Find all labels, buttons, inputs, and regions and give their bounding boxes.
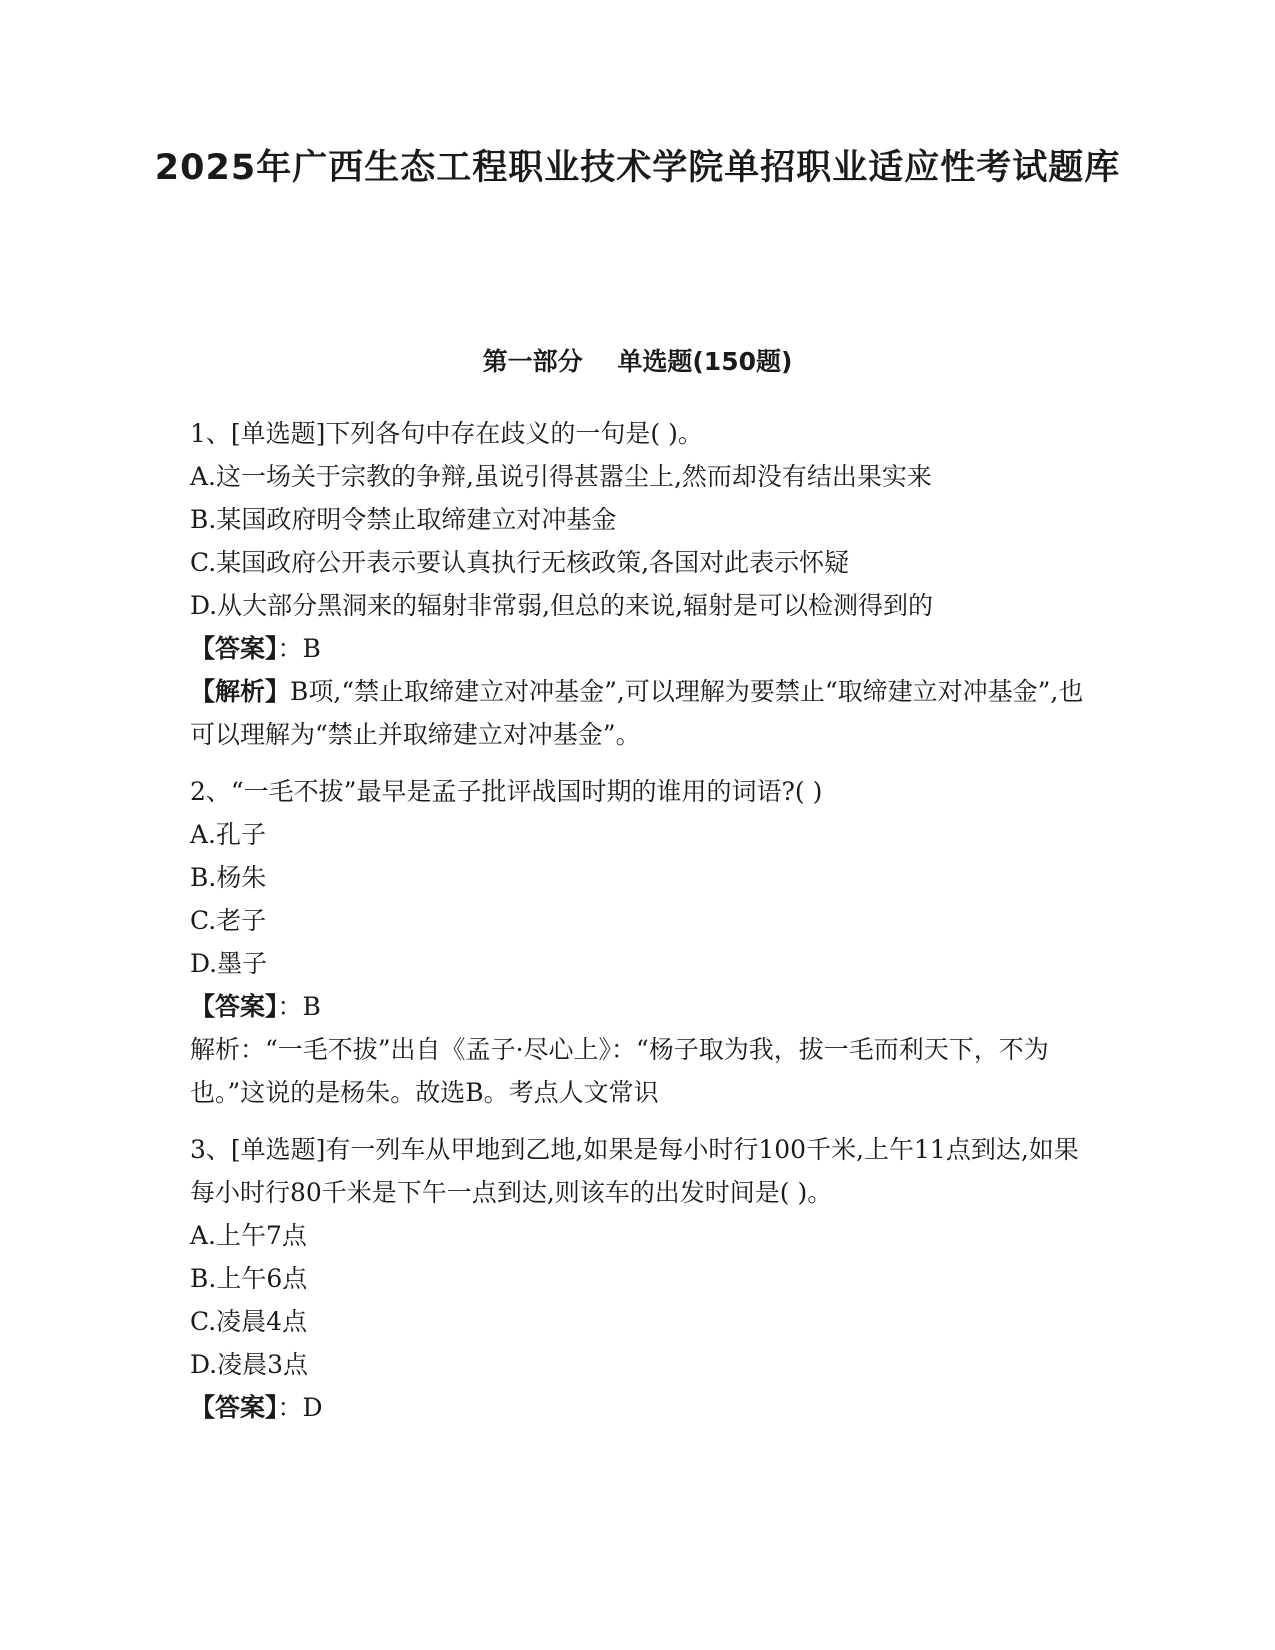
option-b: B.某国政府明令禁止取缔建立对冲基金 bbox=[190, 505, 617, 534]
document-title: 2025年广西生态工程职业技术学院单招职业适应性考试题库 bbox=[154, 148, 1121, 188]
analysis-text: B项,“禁止取缔建立对冲基金”,可以理解为要禁止“取缔建立对冲基金”,也可以理解为“禁止并取缔建立对冲基金”。 bbox=[190, 677, 1084, 749]
option-c: C.凌晨4点 bbox=[190, 1307, 308, 1336]
option-a: A.上午7点 bbox=[190, 1221, 307, 1250]
answer-line bbox=[190, 627, 1095, 670]
answer-line bbox=[190, 985, 1095, 1028]
question-3 bbox=[190, 1128, 1095, 1429]
option-c: C.某国政府公开表示要认真执行无核政策,各国对此表示怀疑 bbox=[190, 548, 850, 577]
analysis bbox=[190, 1028, 1095, 1114]
option-d: D.凌晨3点 bbox=[190, 1350, 309, 1379]
answer-label: 【答案】 bbox=[190, 1393, 278, 1422]
analysis-label: 【解析】 bbox=[190, 677, 291, 706]
answer-label: 【答案】 bbox=[190, 634, 278, 663]
option-d: D.从大部分黑洞来的辐射非常弱,但总的来说,辐射是可以检测得到的 bbox=[190, 591, 933, 620]
answer-line bbox=[190, 1386, 1095, 1429]
option-a: A.这一场关于宗教的争辩,虽说引得甚嚣尘上,然而却没有结出果实来 bbox=[190, 462, 932, 491]
option-a: A.孔子 bbox=[190, 820, 267, 849]
question-stem: 3、[单选题]有一列车从甲地到乙地,如果是每小时行100千米,上午11点到达,如果每小时行80千米是下午一点到达,则该车的出发时间是( )。 bbox=[190, 1135, 1079, 1207]
question-1 bbox=[190, 412, 1095, 756]
question-stem: 1、[单选题]下列各句中存在歧义的一句是( )。 bbox=[190, 419, 703, 448]
option-b: B.上午6点 bbox=[190, 1264, 308, 1293]
answer-value: ：B bbox=[277, 634, 321, 663]
option-d: D.墨子 bbox=[190, 949, 268, 978]
analysis bbox=[190, 670, 1095, 756]
section-heading: 第一部分 单选题(150题) bbox=[482, 347, 793, 376]
question-stem: 2、“一毛不拔”最早是孟子批评战国时期的谁用的词语?( ) bbox=[190, 777, 823, 806]
question-2 bbox=[190, 770, 1095, 1114]
analysis-text: 解析：“一毛不拔”出自《孟子·尽心上》：“杨子取为我，拔一毛而利天下，不为也。”这说的是杨朱。故选B。考点人文常识 bbox=[190, 1035, 1049, 1107]
option-b: B.杨朱 bbox=[190, 863, 267, 892]
question-list bbox=[190, 412, 1095, 1443]
answer-value: ：D bbox=[277, 1393, 323, 1422]
option-c: C.老子 bbox=[190, 906, 267, 935]
answer-value: ：B bbox=[277, 992, 321, 1021]
answer-label: 【答案】 bbox=[190, 992, 278, 1021]
